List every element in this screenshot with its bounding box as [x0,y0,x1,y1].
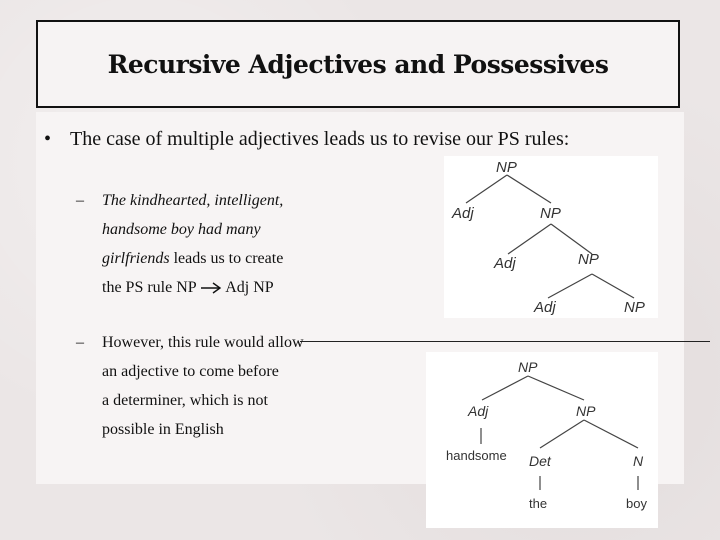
sub1-line-3 [102,244,283,273]
tree1-np-2: NP [578,251,599,268]
tree1-svg [444,156,658,318]
tree2-word-the: the [529,496,548,511]
tree2-word-boy: boy [626,496,647,511]
tree2-np-label: NP [576,403,596,419]
tree1-edges [466,175,634,298]
tree2-adj-label: Adj [468,403,489,419]
sub1-line-4-post: Adj NP [222,279,274,296]
bullet-item [44,128,569,151]
sub1-line-2: handsome boy had many [102,221,261,238]
tree2-root-label: NP [518,359,538,375]
sub2-line-1: However, this rule would allow [102,334,304,351]
tree2-svg [426,352,658,528]
right-arrow-icon [200,282,222,294]
sub1-line-4 [102,273,283,302]
tree2-n-label: N [633,453,644,469]
sub-bullet-2 [76,328,304,444]
tree2-det-label: Det [529,453,551,469]
sub2-line-4: possible in English [102,421,224,438]
strikethrough-rule [300,341,710,342]
tree2-edges [481,376,638,490]
tree1-root-label: NP [496,159,517,176]
slide-title: Recursive Adjectives and Possessives [107,49,609,79]
sub-bullet-1 [76,186,284,302]
tree1-np-1: NP [540,205,561,222]
title-box [36,20,680,108]
bullet-text: The case of multiple adjectives leads us to revise our PS rules: [70,128,570,150]
sub1-line-1: The kindhearted, intelligent, [102,192,284,209]
tree1-np-3: NP [624,299,645,316]
dash-marker: – [76,334,84,351]
sub2-line-3: a determiner, which is not [102,392,268,409]
tree1-adj-2: Adj [494,255,516,272]
det-np-tree [426,352,658,528]
sub1-line-3-italic: girlfriends [102,250,170,267]
sub1-line-3-rest: leads us to create [169,250,284,267]
tree1-adj-1: Adj [452,205,474,222]
sub2-line-2: an adjective to come before [102,363,279,380]
dash-marker: – [76,192,84,209]
sub1-line-4-pre: the PS rule NP [102,279,201,296]
recursive-np-tree [444,156,658,318]
bullet-dot-icon: • [44,128,52,150]
tree2-word-handsome: handsome [446,448,507,463]
tree1-adj-3: Adj [534,299,556,316]
